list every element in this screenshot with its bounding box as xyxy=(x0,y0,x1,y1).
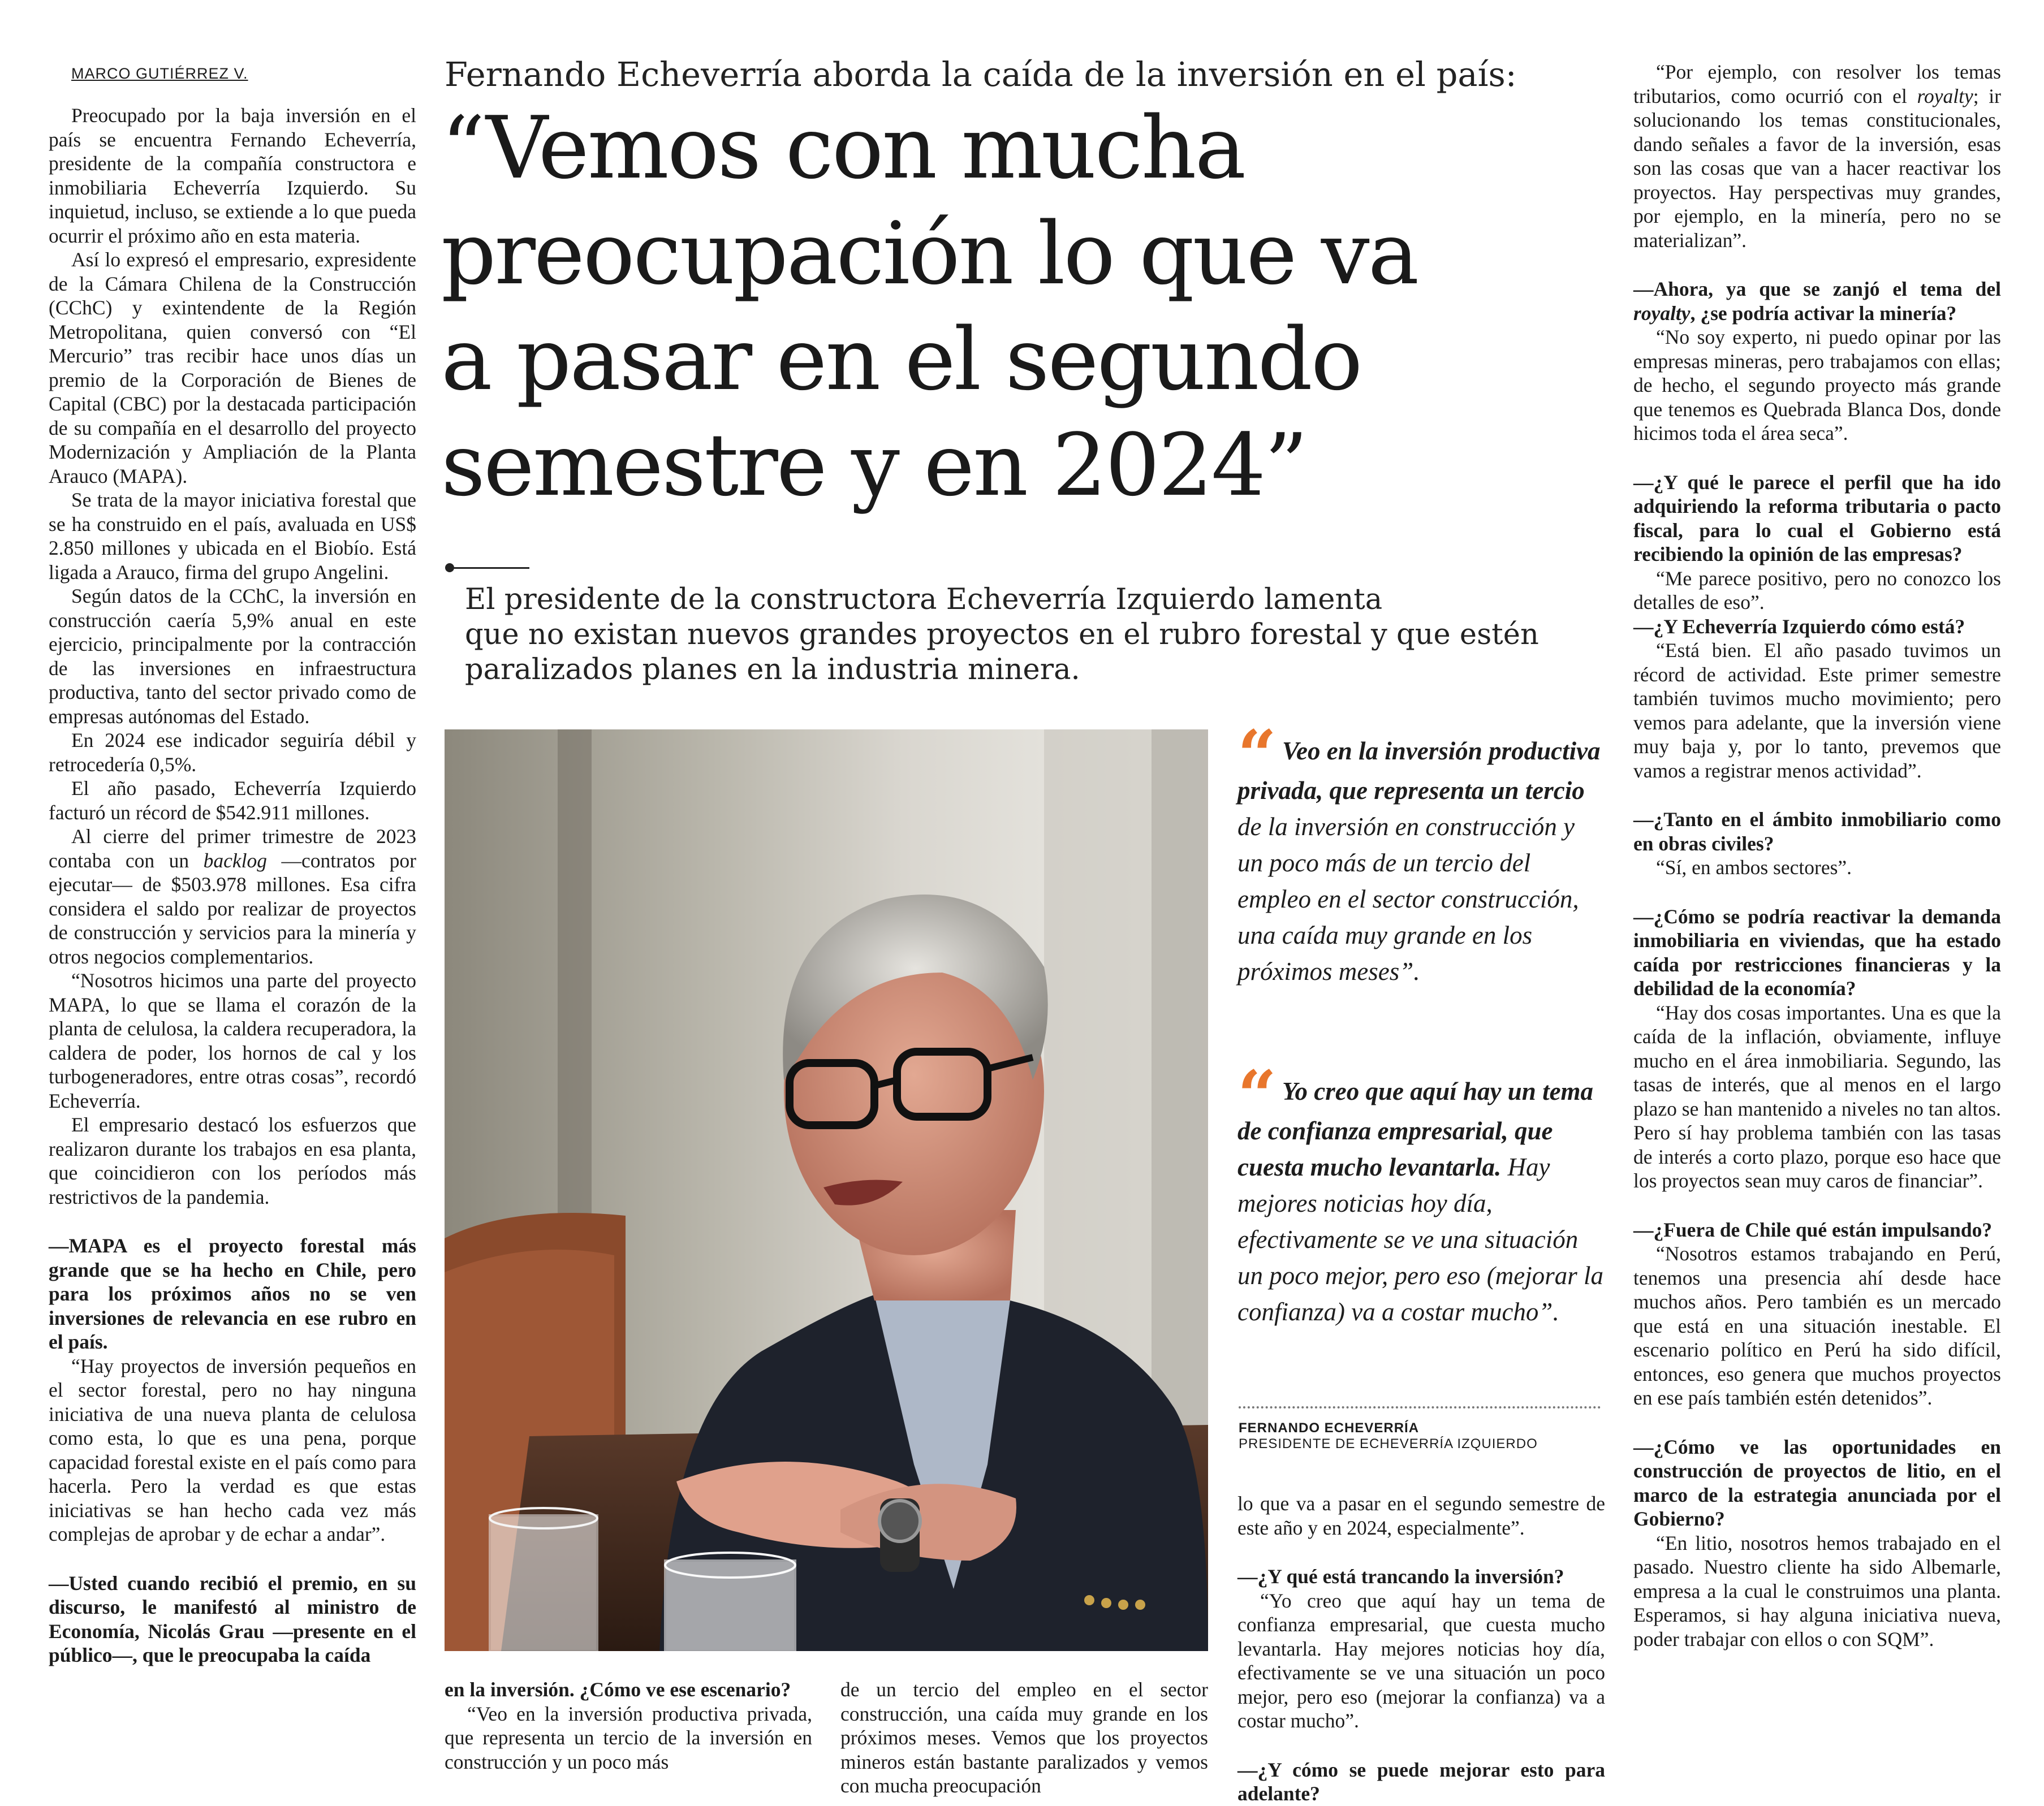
interview-question: en la inversión. ¿Cómo ve ese escenario? xyxy=(445,1678,791,1701)
paragraph: Así lo expresó el empresario, expresidente de la Cámara Chilena de la Construcción (CChC) y exintendente de la Región Metropolitana, quien conversó con “El Mercurio” tras recibir hace unos días un premio de la Corporación de Bienes de Capital (CBC) por la destacada participación de su compañía en el desarrollo del proyecto Modernización y Ampliación de la Planta Arauco (MAPA). xyxy=(49,248,416,487)
portrait-photo xyxy=(445,729,1208,1651)
credit-name: FERNANDO ECHEVERRÍA xyxy=(1239,1420,1420,1436)
deck xyxy=(465,582,1539,688)
paragraph: Según datos de la CChC, la inversión en construcción caería 5,9% anual en este ejercicio, principalmente por la contracción de las inversiones en infraestructura productiva, tanto del sector privado como de empresas autónomas del Estado. xyxy=(49,585,416,728)
headline-line: preocupación lo que va xyxy=(441,204,1418,304)
interview-question: —MAPA es el proyecto forestal más grande que se ha hecho en Chile, pero para los próximos años no se ven inversiones de relevancia en ese rubro en el país. xyxy=(49,1234,416,1353)
interview-question: —¿Cómo ve las oportunidades en construcción de proyectos de litio, en el marco de la estrategia anunciada por el Gobierno? xyxy=(1633,1435,2001,1530)
quote-mark-icon: “ xyxy=(1237,1056,1277,1135)
interview-answer: “Me parece positivo, pero no conozco los detalles de eso”. xyxy=(1633,567,2001,613)
credit-role: PRESIDENTE DE ECHEVERRÍA IZQUIERDO xyxy=(1239,1436,1538,1451)
interview-answer: lo que va a pasar en el segundo semestre de este año y en 2024, especialmente”. xyxy=(1237,1492,1605,1539)
rule-dot xyxy=(445,563,454,572)
interview-question: —¿Cómo se podría reactivar la demanda inmobiliaria en viviendas, que ha estado caída por restricciones financieras y la debilidad de la economía? xyxy=(1633,905,2001,1000)
interview-answer: “Hay proyectos de inversión pequeños en el sector forestal, pero no hay ninguna iniciativa de una nueva planta de celulosa como esta, lo que es una pena, porque capacidad forestal existe en el país como para hacerla. Pero la verdad es que estas iniciativas se han hecho cada vez más complejas de aprobar y de echar a andar”. xyxy=(49,1354,416,1545)
interview-question: —Usted cuando recibió el premio, en su discurso, le manifestó al ministro de Economía, Nicolás Grau —presente en el público—, que le preocupaba la caída xyxy=(49,1571,416,1666)
paragraph: El año pasado, Echeverría Izquierdo facturó un récord de $542.911 millones. xyxy=(49,777,416,824)
byline: MARCO GUTIÉRREZ V. xyxy=(71,65,248,82)
interview-answer: “Nosotros estamos trabajando en Perú, tenemos una presencia ahí desde hace muchos años. Pero también es un mercado que está en una situación inestable. El escenario político en Perú ha sido difícil, entonces, eso genera que muchos proyectos en ese país también estén detenidos”. xyxy=(1633,1242,2001,1409)
deck-line: paralizados planes en la industria minera. xyxy=(465,653,1080,686)
headline-line: “Vemos con mucha xyxy=(441,98,1245,198)
column-5 xyxy=(1633,60,2001,1651)
pull-quote-1: “ Veo en la inversión productiva privada, que representa un tercio de la inversión en construcción y un poco más de un tercio del empleo en el sector construcción, una caída muy grande en los próximos meses”. xyxy=(1237,715,1601,986)
interview-question: —Ahora, ya que se zanjó el tema del royalty, ¿se podría activar la minería? xyxy=(1633,278,2001,325)
interview-answer: “Sí, en ambos sectores”. xyxy=(1656,856,1852,879)
portrait-illustration xyxy=(445,729,1208,1651)
paragraph: En 2024 ese indicador seguiría débil y retrocedería 0,5%. xyxy=(49,729,416,776)
headline-line: a pasar en el segundo xyxy=(441,309,1361,409)
interview-question: —¿Y qué le parece el perfil que ha ido adquiriendo la reforma tributaria o pacto fiscal, para lo cual el Gobierno está recibiendo la opinión de las empresas? xyxy=(1633,470,2001,565)
column-2 xyxy=(445,1678,812,1774)
interview-question: —¿Fuera de Chile qué están impulsando? xyxy=(1633,1218,1993,1241)
dotted-divider xyxy=(1239,1406,1601,1408)
deck-line: que no existan nuevos grandes proyectos en el rubro forestal y que estén xyxy=(465,618,1539,651)
interview-answer: “No soy experto, ni puedo opinar por las empresas mineras, pero trabajamos con ellas; de hecho, el segundo proyecto más grande que tenemos es Quebrada Blanca Dos, donde hicimos toda el área seca”. xyxy=(1633,326,2001,444)
interview-answer: “Yo creo que aquí hay un tema de confianza empresarial, que cuesta mucho levantarla. Hay mejores noticias hoy día, efectivamente se ve una situación un poco mejor, pero eso (mejorar la confianza) va a costar mucho”. xyxy=(1237,1589,1605,1732)
headline-line: semestre y en 2024” xyxy=(441,415,1306,515)
interview-question: —¿Y cómo se puede mejorar esto para adelante? xyxy=(1237,1758,1605,1805)
paragraph: Al cierre del primer trimestre de 2023 contaba con un backlog —contratos por ejecutar— de $503.978 millones. Esa cifra considera el saldo por realizar de proyectos de construcción y servicios para la minería y otros negocios complementarios. xyxy=(49,825,417,968)
interview-answer: de un tercio del empleo en el sector construcción, una caída muy grande en los próximos meses. Vemos que los proyectos mineros están bastante paralizados y vemos con mucha preocupación xyxy=(840,1678,1208,1797)
interview-question: —¿Y qué está trancando la inversión? xyxy=(1237,1565,1564,1588)
column-1 xyxy=(49,103,416,1667)
headline xyxy=(441,95,1417,518)
interview-answer: “En litio, nosotros hemos trabajado en el pasado. Nuestro cliente ha sido Albemarle, empresa a la cual le construimos una planta. Esperamos, si hay alguna iniciativa nueva, poder trabajar con ellos o con SQM”. xyxy=(1633,1531,2001,1651)
interview-answer: “Hay dos cosas importantes. Una es que la caída de la inflación, obviamente, influye mucho en el área inmobiliaria. Segundo, las tasas de interés, que al menos en el largo plazo se han mantenido a niveles no tan altos. Pero sí hay problema también con las tasas de interés a corto plazo, porque eso hace que los proyectos sean muy caros de financiar”. xyxy=(1633,1001,2001,1192)
quote-credit xyxy=(1239,1420,1538,1452)
headline-rule xyxy=(450,567,529,569)
kicker: Fernando Echeverría aborda la caída de la inversión en el país: xyxy=(445,55,1517,94)
column-4 xyxy=(1237,1492,1605,1806)
interview-answer: “Está bien. El año pasado tuvimos un récord de actividad. Este primer semestre también tuvimos mucho movimiento; pero vemos para adelante, que la inversión viene muy baja y, por lo tanto, prevemos que vamos a registrar menos actividad”. xyxy=(1633,639,2001,782)
paragraph: El empresario destacó los esfuerzos que realizaron durante los trabajos en esa planta, que coincidieron con los períodos más restrictivos de la pandemia. xyxy=(49,1113,416,1208)
quote-mark-icon: “ xyxy=(1237,715,1277,795)
pull-quote-2: “ Yo creo que aquí hay un tema de confianza empresarial, que cuesta mucho levantarla. Hay mejores noticias hoy día, efectivamente se ve una situación un poco mejor, pero eso (mejorar la confianza) va a costar mucho”. xyxy=(1237,1056,1604,1326)
interview-question: —¿Tanto en el ámbito inmobiliario como en obras civiles? xyxy=(1633,808,2001,855)
interview-answer: “Por ejemplo, con resolver los temas tributarios, como ocurrió con el royalty; ir solucionando los temas constitucionales, dando señales a favor de la inversión, esas son las cosas que van a hacer reactivar los proyectos. Hay perspectivas muy grandes, por ejemplo, en la minería, pero no se materializan”. xyxy=(1633,61,2001,252)
paragraph: “Nosotros hicimos una parte del proyecto MAPA, lo que se llama el corazón de la planta de celulosa, la caldera recuperadora, la caldera de poder, los hornos de cal y los turbogeneradores, entre otras cosas”, recordó Echeverría. xyxy=(49,969,416,1112)
interview-question: —¿Y Echeverría Izquierdo cómo está? xyxy=(1633,615,1965,638)
paragraph: Se trata de la mayor iniciativa forestal que se ha construido en el país, avaluada en US$ 2.850 millones y ubicada en el Biobío. Está ligada a Arauco, firma del grupo Angelini. xyxy=(49,489,416,584)
interview-answer: “Veo en la inversión productiva privada, que representa un tercio de la inversión en construcción y un poco más xyxy=(445,1702,812,1773)
column-3 xyxy=(840,1678,1208,1798)
deck-line: El presidente de la constructora Echeverría Izquierdo lamenta xyxy=(465,583,1383,616)
paragraph: Preocupado por la baja inversión en el país se encuentra Fernando Echeverría, presidente de la compañía constructora e inmobiliaria Echeverría Izquierdo. Su inquietud, incluso, se extiende a lo que pueda ocurrir el próximo año en esta materia. xyxy=(49,104,416,247)
